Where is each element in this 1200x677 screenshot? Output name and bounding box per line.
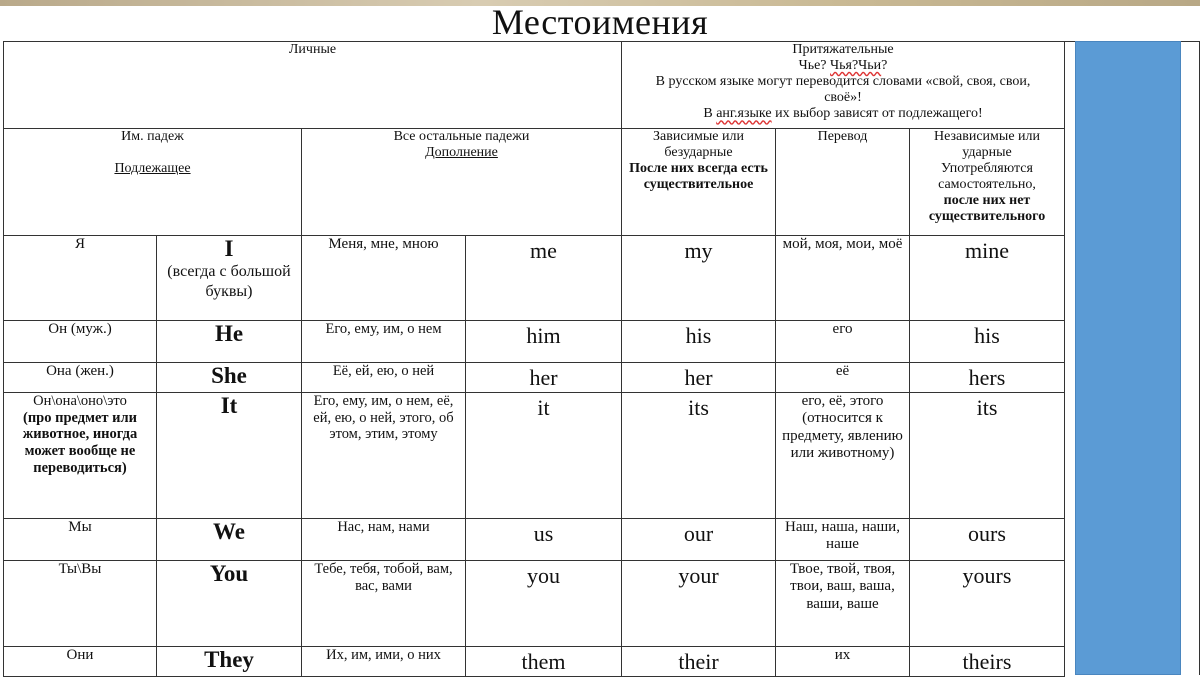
table-subheader-row bbox=[4, 129, 1065, 236]
table-row: Они They Их, им, ими, о них them their их theirs bbox=[4, 647, 1065, 677]
table-row: Она (жен.) She Её, ей, ею, о ней her her её hers bbox=[4, 363, 1065, 393]
table-header-row bbox=[4, 42, 1065, 129]
table-row: Я I (всегда с большой буквы) Меня, мне, мною me my мой, моя, мои, моё mine bbox=[4, 236, 1065, 321]
blue-overlay-box bbox=[1075, 41, 1181, 675]
table-row: Он (муж.) He Его, ему, им, о нем him his его his bbox=[4, 321, 1065, 363]
nominative-header: Им. падеж Подлежащее bbox=[4, 129, 302, 236]
table-row: Ты\Вы You Тебе, тебя, тобой, вам, вас, вами you your Твое, твой, твоя, твои, ваш, ваша, ваши, ваше yours bbox=[4, 561, 1065, 647]
other-cases-header: Все остальные падежи Дополнение bbox=[302, 129, 622, 236]
table-row: Мы We Нас, нам, нами us our Наш, наша, наши, наше ours bbox=[4, 519, 1065, 561]
dependent-header: Зависимые или безударные После них всегда есть существительное bbox=[622, 129, 776, 236]
personal-header: Личные bbox=[4, 42, 622, 129]
independent-header: Независимые или ударные Употребляются самостоятельно, после них нет существительного bbox=[910, 129, 1065, 236]
translation-header: Перевод bbox=[776, 129, 910, 236]
table-row: Он\она\оно\это (про предмет или животное, иногда может вообще не переводиться) It Его, ему, им, о нем, её, ей, ею, о ней, этого, об этом, этим, этому it its его, её, этого (относится к предмету, явлению или животному) its bbox=[4, 393, 1065, 519]
pronoun-table bbox=[3, 41, 1065, 677]
page-title: Местоимения bbox=[491, 2, 709, 42]
possessive-header: Притяжательные Чье? Чья?Чьи? В русском языке могут переводится словами «свой, своя, свои, своё»! В анг.языке их выбор зависят от подлежащего! bbox=[622, 42, 1065, 129]
